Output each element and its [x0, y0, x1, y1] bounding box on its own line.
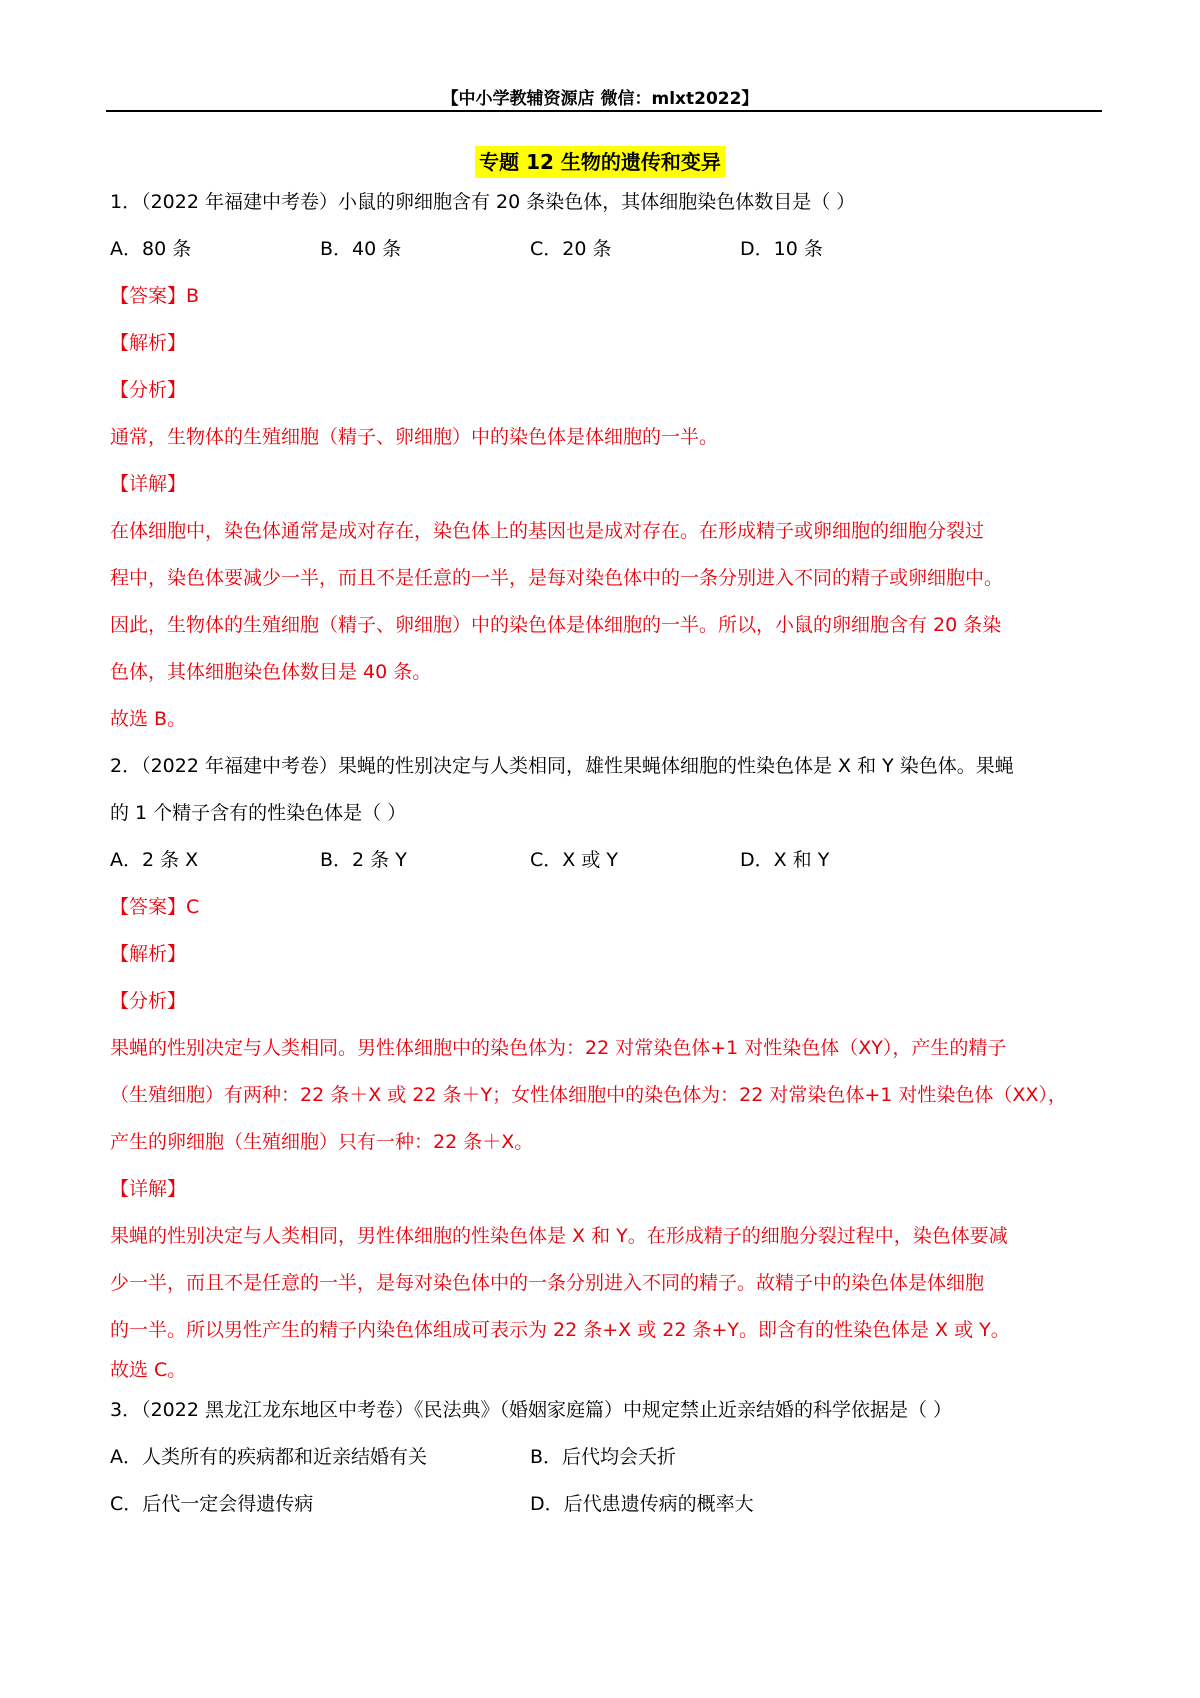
q2-answer: 【答案】C [110, 896, 200, 918]
q2-detail-line: 少一半，而且不是任意的一半，是每对染色体中的一条分别进入不同的精子。故精子中的染色体是体细胞 [110, 1272, 985, 1294]
q2-stem-line: 2．（2022 年福建中考卷）果蝇的性别决定与人类相同，雄性果蝇体细胞的性染色体是 X 和 Y 染色体。果蝇 [110, 755, 1014, 777]
q3-option-a: A．人类所有的疾病都和近亲结婚有关 [110, 1446, 427, 1468]
q1-jiexi-label: 【解析】 [110, 332, 187, 354]
document-title: 专题 12 生物的遗传和变异 [475, 146, 725, 178]
q3-option-b: B．后代均会夭折 [530, 1446, 677, 1468]
q2-detail-line: 果蝇的性别决定与人类相同，男性体细胞的性染色体是 X 和 Y。在形成精子的细胞分裂过程中，染色体要减 [110, 1225, 1008, 1247]
q2-option-b: B．2 条 Y [320, 849, 407, 871]
q2-conclusion: 故选 C。 [110, 1359, 187, 1381]
q2-option-a: A．2 条 X [110, 849, 199, 871]
q1-detail-line: 色体，其体细胞染色体数目是 40 条。 [110, 661, 432, 683]
q2-stem-line: 的 1 个精子含有的性染色体是（ ） [110, 802, 407, 824]
q1-xiangjie-label: 【详解】 [110, 473, 187, 495]
q2-xiangjie-label: 【详解】 [110, 1178, 187, 1200]
q1-option-d: D．10 条 [740, 238, 823, 260]
q2-fenxi-line: 果蝇的性别决定与人类相同。男性体细胞中的染色体为：22 对常染色体+1 对性染色体（XY），产生的精子 [110, 1037, 1007, 1059]
q1-fenxi-label: 【分析】 [110, 379, 187, 401]
header-rule [106, 110, 1102, 112]
q3-option-c: C．后代一定会得遗传病 [110, 1493, 314, 1515]
title-wrap [0, 146, 1200, 178]
q1-detail-line: 因此，生物体的生殖细胞（精子、卵细胞）中的染色体是体细胞的一半。所以，小鼠的卵细胞含有 20 条染 [110, 614, 1002, 636]
page-header: 【中小学教辅资源店 微信：mlxt2022】 [441, 89, 759, 109]
q1-conclusion: 故选 B。 [110, 708, 187, 730]
q2-detail-line: 的一半。所以男性产生的精子内染色体组成可表示为 22 条+X 或 22 条+Y。即含有的性染色体是 X 或 Y。 [110, 1319, 1010, 1341]
q1-option-a: A．80 条 [110, 238, 192, 260]
q2-fenxi-line: 产生的卵细胞（生殖细胞）只有一种：22 条＋X。 [110, 1131, 534, 1153]
q1-option-c: C．20 条 [530, 238, 612, 260]
q1-option-b: B．40 条 [320, 238, 402, 260]
q2-option-d: D．X 和 Y [740, 849, 830, 871]
q2-jiexi-label: 【解析】 [110, 943, 187, 965]
q2-option-c: C．X 或 Y [530, 849, 618, 871]
q3-option-d: D．后代患遗传病的概率大 [530, 1493, 754, 1515]
q1-answer: 【答案】B [110, 285, 200, 307]
q1-detail-line: 在体细胞中，染色体通常是成对存在，染色体上的基因也是成对存在。在形成精子或卵细胞的细胞分裂过 [110, 520, 985, 542]
q3-stem: 3．（2022 黑龙江龙东地区中考卷）《民法典》（婚姻家庭篇）中规定禁止近亲结婚的科学依据是（ ） [110, 1399, 953, 1421]
q2-fenxi-label: 【分析】 [110, 990, 187, 1012]
q1-detail-line: 程中，染色体要减少一半，而且不是任意的一半，是每对染色体中的一条分别进入不同的精子或卵细胞中。 [110, 567, 1004, 589]
q1-stem: 1．（2022 年福建中考卷）小鼠的卵细胞含有 20 条染色体，其体细胞染色体数目是（ ） [110, 191, 856, 213]
q2-fenxi-line: （生殖细胞）有两种：22 条＋X 或 22 条＋Y；女性体细胞中的染色体为：22 对常染色体+1 对性染色体（XX）， [110, 1084, 1067, 1106]
q1-fenxi-text: 通常，生物体的生殖细胞（精子、卵细胞）中的染色体是体细胞的一半。 [110, 426, 719, 448]
